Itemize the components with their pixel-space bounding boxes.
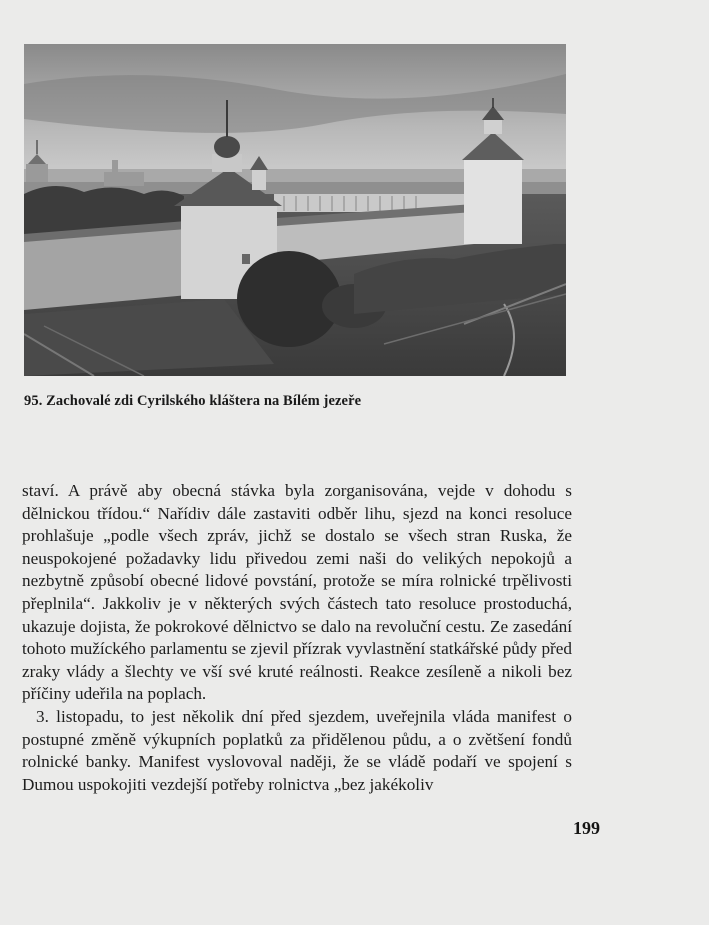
- figure-caption: 95. Zachovalé zdi Cyrilského kláštera na Bílém jezeře: [24, 393, 362, 409]
- monastery-photo-icon: [24, 44, 566, 376]
- paragraph: 3. listopadu, to jest několik dní před sjezdem, uveřejnila vláda manifest o postupné změně výkupních poplatků za přidělenou půdu, a o zvětšení fondů rolnické banky. Manifest vyslovoval naději, že se vládě podaří ve spojení s Dumou uspokojiti vezdejší potřeby rolnictva „bez jakékoliv: [22, 706, 572, 794]
- page-number: 199: [573, 818, 600, 838]
- monastery-photograph: [24, 44, 566, 376]
- body-text: [22, 480, 572, 796]
- paragraph: staví. A právě aby obecná stávka byla zorganisována, vejde v dohodu s dělnickou třídou.“ Nařídiv dále zastaviti odběr lihu, sjezd na konci resoluce prohlašuje „podle všech zpráv, jichž se dostalo se všech stran Ruska, že neuspokojené požadavky lidu přivedou zemi naši do velikých nepokojů a nezbytně způsobí obecné lidové povstání, protože se míra rolnické trpělivosti přeplnila“. Jakkoliv je v některých svých částech tato resoluce prostoduchá, ukazuje dojista, že pokrokové dělnictvo se dalo na revoluční cestu. Ze zasedání tohoto mužíckého parlamentu se zjevil přízrak vyvlastnění statkářské půdy před zraky vlády a šlechty ve vší své kruté reálnosti. Reakce zesíleně a nikoli bez příčiny udeřila na poplach.: [22, 481, 572, 704]
